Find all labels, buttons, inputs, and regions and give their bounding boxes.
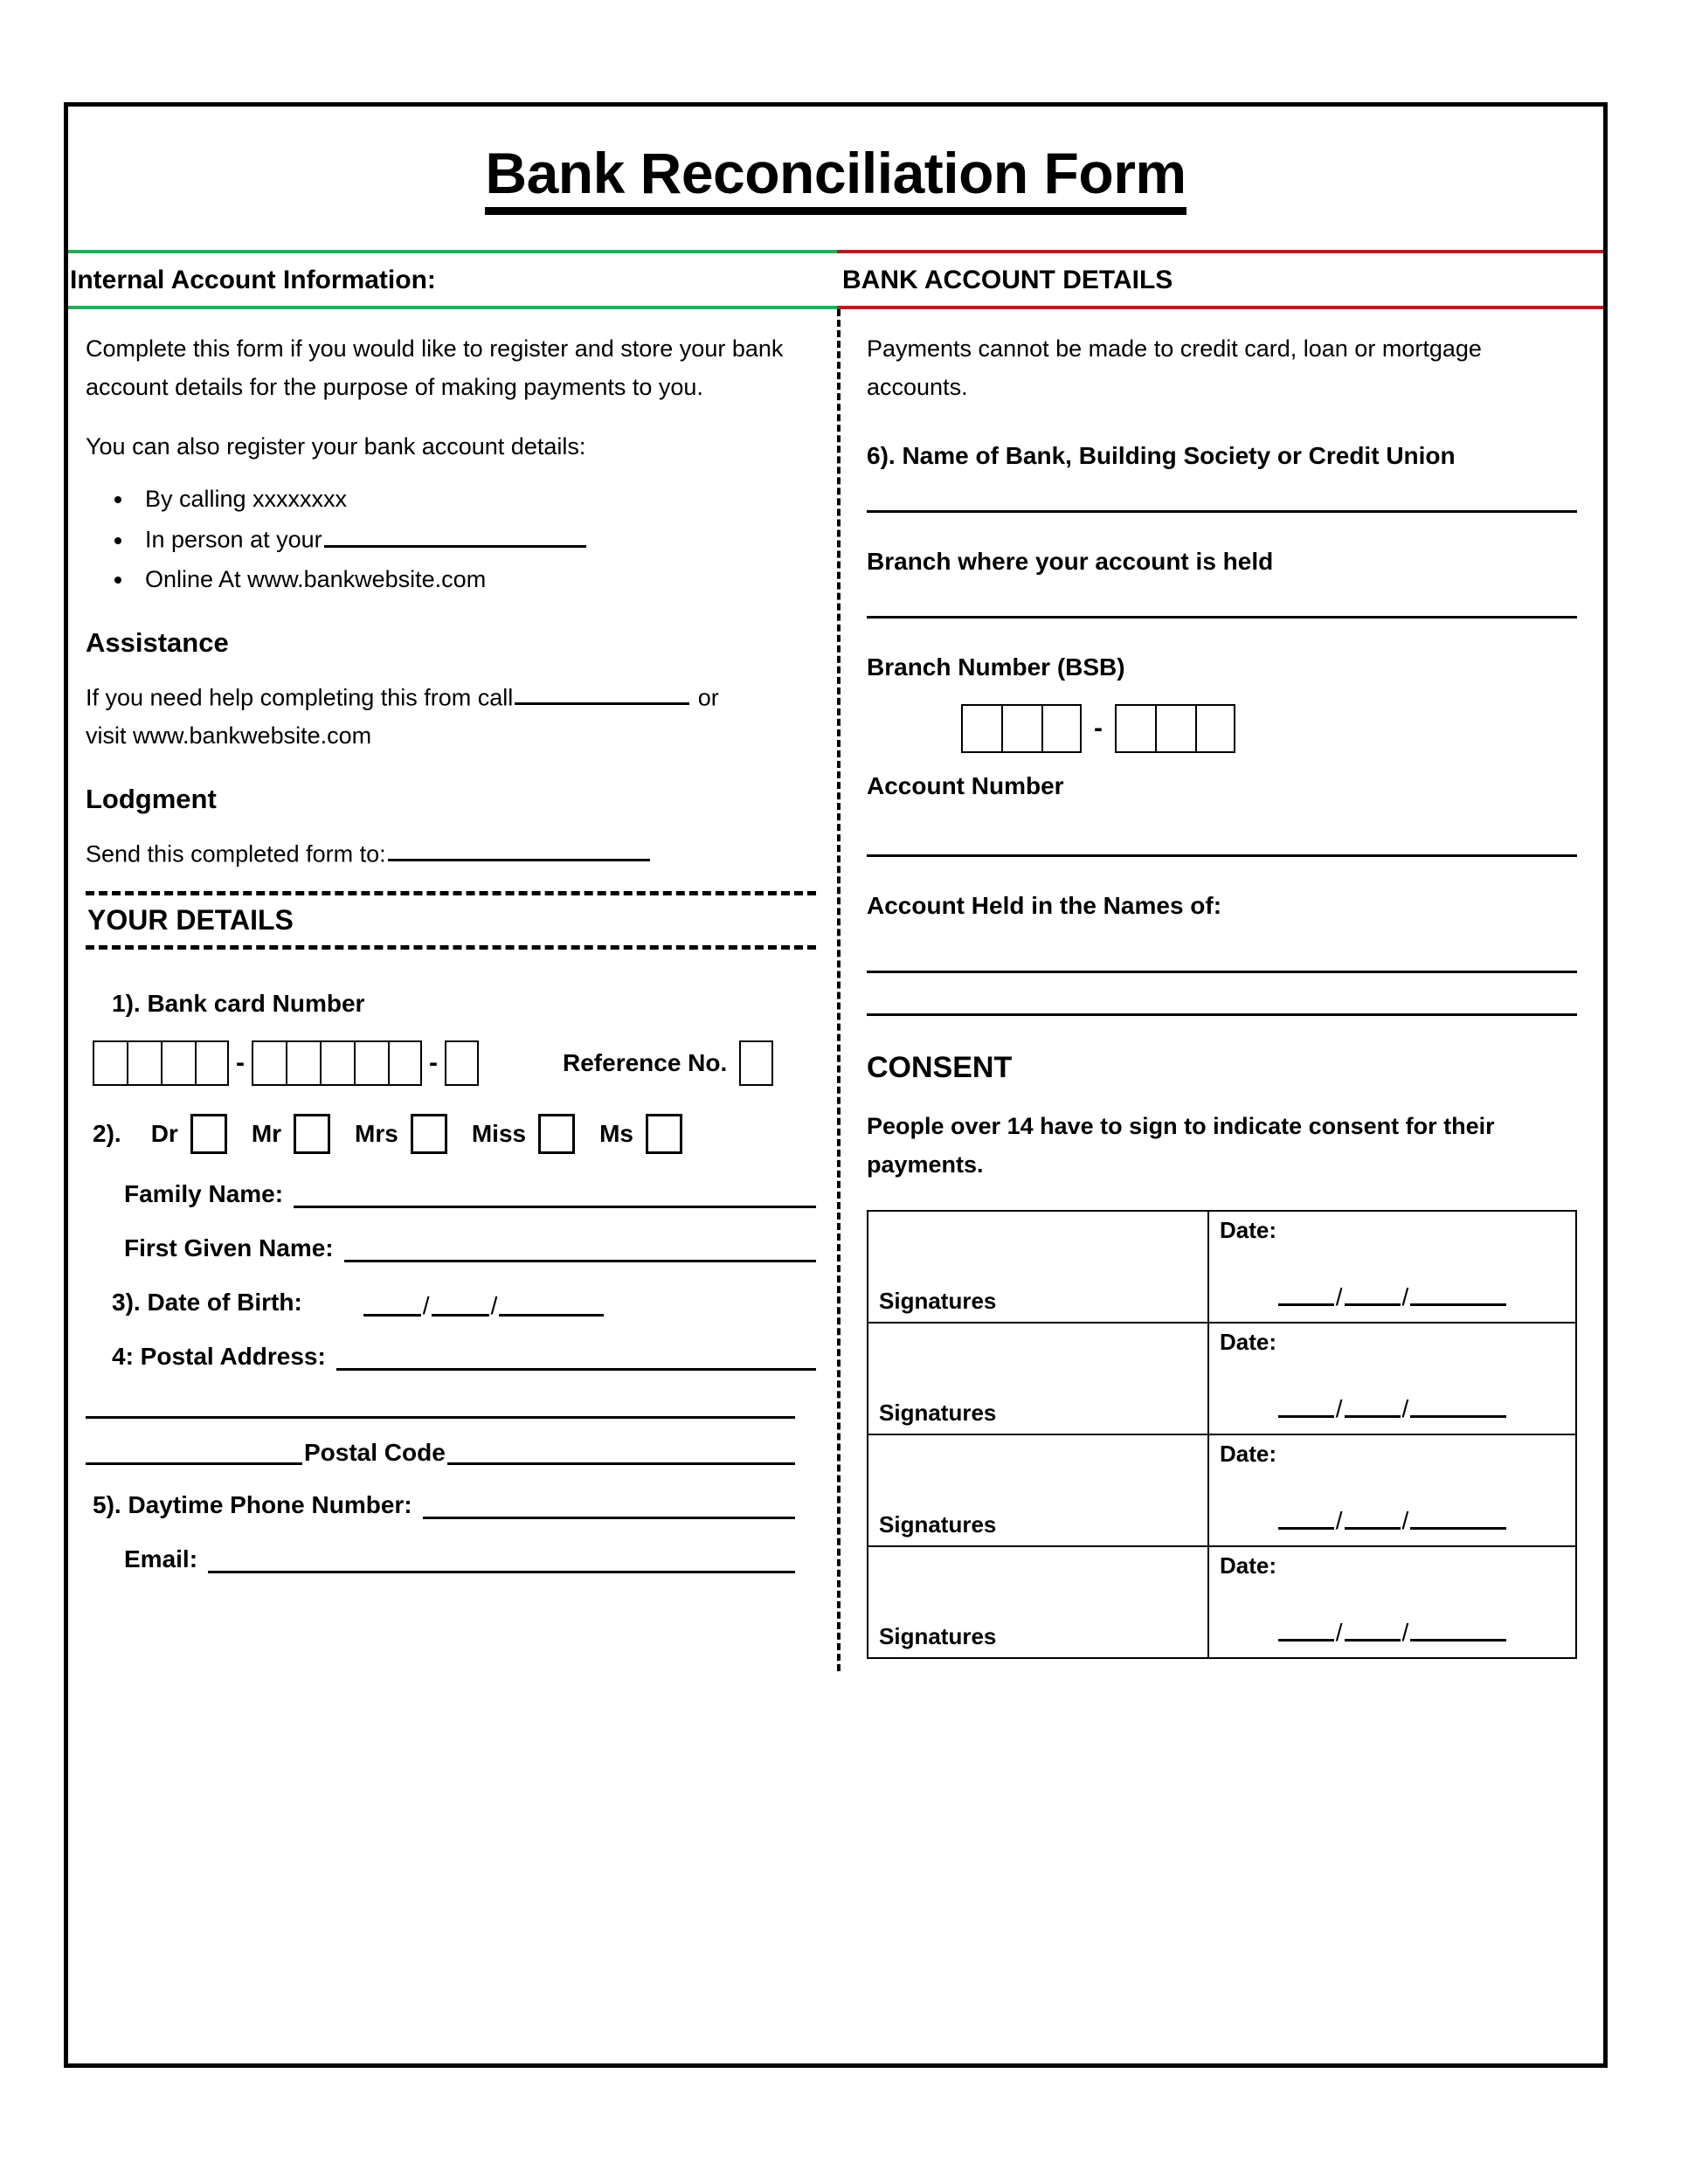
in-person-fill-line[interactable] [324, 520, 586, 547]
bsb-digit-box[interactable] [1155, 704, 1195, 753]
dob-slash: / [422, 1291, 430, 1319]
page-title: Bank Reconciliation Form [485, 143, 1186, 215]
first-given-name-input[interactable] [344, 1237, 816, 1262]
table-row [868, 1324, 1575, 1435]
date-of-birth-label: 3). Date of Birth: [112, 1288, 302, 1316]
card-digit-box[interactable] [252, 1040, 286, 1086]
card-group-1[interactable] [93, 1040, 229, 1086]
intro-paragraph: Complete this form if you would like to register and store your bank account details for the purpose of making payments to you. [86, 335, 784, 401]
signature-table [867, 1210, 1577, 1659]
title-option-miss-label: Miss [471, 1119, 527, 1147]
card-separator: - [429, 1047, 438, 1077]
postal-address-input-line-1[interactable] [336, 1345, 816, 1371]
branch-input[interactable] [867, 577, 1577, 619]
bank-card-number-row [86, 1040, 816, 1086]
date-day-segment[interactable] [1278, 1398, 1334, 1418]
bsb-group-1[interactable] [961, 704, 1082, 753]
date-month-segment[interactable] [1345, 1286, 1401, 1306]
daytime-phone-input[interactable] [423, 1494, 795, 1519]
date-label: Date: [1220, 1441, 1277, 1468]
first-given-name-label: First Given Name: [124, 1234, 334, 1261]
dob-month-segment[interactable] [432, 1295, 489, 1317]
assistance-pre-text: If you need help completing this from call [86, 684, 514, 711]
postal-code-row [86, 1440, 795, 1465]
bank-card-number-label: 1). Bank card Number [112, 989, 365, 1017]
date-label: Date: [1220, 1217, 1277, 1244]
signature-input-cell[interactable] [868, 1212, 1209, 1322]
left-header-block [68, 250, 837, 309]
bsb-label: Branch Number (BSB) [867, 653, 1125, 681]
signature-input-cell[interactable] [868, 1547, 1209, 1657]
signature-label: Signatures [879, 1400, 997, 1427]
list-item [135, 480, 816, 519]
bsb-digit-box[interactable] [1001, 704, 1041, 753]
title-block [68, 107, 1603, 215]
left-column [68, 309, 837, 1573]
reference-no-box[interactable] [739, 1040, 773, 1086]
postal-address-row [86, 1343, 816, 1371]
account-names-label: Account Held in the Names of: [867, 891, 1222, 919]
email-label: Email: [124, 1545, 198, 1572]
daytime-phone-label: 5). Daytime Phone Number: [93, 1490, 412, 1518]
bank-name-label: 6). Name of Bank, Building Society or Credit Union [867, 441, 1456, 469]
list-item [135, 520, 816, 559]
email-row [86, 1545, 816, 1573]
register-lead: You can also register your bank account details: [86, 432, 586, 460]
assistance-phone-fill-line[interactable] [515, 678, 689, 705]
first-given-name-row [86, 1234, 816, 1262]
card-digit-box[interactable] [320, 1040, 354, 1086]
date-year-segment[interactable] [1410, 1621, 1506, 1641]
bullet-text-online: Online At www.bankwebsite.com [145, 566, 487, 593]
bsb-digit-box[interactable] [961, 704, 1001, 753]
assistance-post-text: visit www.bankwebsite.com [86, 722, 372, 750]
postal-code-input[interactable] [447, 1440, 795, 1465]
payment-restriction-text: Payments cannot be made to credit card, loan or mortgage accounts. [867, 335, 1482, 401]
branch-label: Branch where your account is held [867, 547, 1274, 575]
assistance-paragraph [86, 678, 816, 756]
date-slash: / [1335, 1395, 1343, 1423]
postal-address-input-line-3[interactable] [86, 1440, 302, 1465]
title-option-mr-label: Mr [251, 1119, 282, 1147]
family-name-row [86, 1180, 816, 1208]
dob-slash: / [490, 1291, 498, 1319]
date-slash: / [1401, 1619, 1409, 1647]
lodgment-heading: Lodgment [86, 783, 217, 814]
register-options-list [86, 480, 816, 600]
family-name-input[interactable] [294, 1183, 816, 1208]
title-checkbox-mr[interactable] [294, 1114, 330, 1154]
title-option-dr-label: Dr [150, 1119, 178, 1147]
daytime-phone-row [86, 1491, 816, 1519]
date-slash: / [1335, 1283, 1343, 1311]
your-details-heading: YOUR DETAILS [87, 903, 294, 936]
consent-text: People over 14 have to sign to indicate consent for their payments. [867, 1112, 1495, 1178]
date-input[interactable] [1220, 1283, 1565, 1313]
signature-label: Signatures [879, 1511, 997, 1538]
title-row-number: 2). [93, 1119, 121, 1147]
date-label: Date: [1220, 1552, 1277, 1579]
date-input[interactable] [1220, 1621, 1565, 1648]
signature-label: Signatures [879, 1623, 997, 1650]
account-names-input-line-1[interactable] [867, 922, 1577, 973]
title-checkbox-ms[interactable] [646, 1114, 682, 1154]
family-name-label: Family Name: [124, 1179, 284, 1207]
date-year-segment[interactable] [1410, 1286, 1506, 1306]
column-divider [837, 309, 841, 1671]
account-number-input[interactable] [867, 802, 1577, 857]
date-input-cell[interactable] [1209, 1547, 1575, 1657]
account-number-label: Account Number [867, 771, 1064, 799]
date-month-segment[interactable] [1345, 1621, 1401, 1641]
main-columns [68, 309, 1603, 1659]
card-digit-box[interactable] [161, 1040, 195, 1086]
dob-year-segment[interactable] [499, 1295, 604, 1317]
table-row [868, 1547, 1575, 1659]
date-input[interactable] [1220, 1395, 1565, 1425]
title-checkbox-mrs[interactable] [411, 1114, 447, 1154]
table-row [868, 1435, 1575, 1547]
lodgment-address-fill-line[interactable] [388, 834, 650, 861]
title-option-mrs-label: Mrs [355, 1119, 398, 1147]
postal-address-label: 4: Postal Address: [112, 1342, 326, 1370]
signature-input-cell[interactable] [868, 1435, 1209, 1545]
date-label: Date: [1220, 1329, 1277, 1356]
date-slash: / [1335, 1507, 1343, 1535]
right-header-block [837, 250, 1603, 309]
date-input-cell[interactable] [1209, 1212, 1575, 1322]
date-slash: / [1401, 1507, 1409, 1535]
left-section-header: Internal Account Information: [70, 266, 436, 295]
card-digit-box[interactable] [127, 1040, 161, 1086]
date-year-segment[interactable] [1410, 1510, 1506, 1530]
bsb-row [867, 704, 1577, 753]
section-header-row [68, 250, 1603, 309]
assistance-heading: Assistance [86, 627, 229, 659]
date-input-cell[interactable] [1209, 1324, 1575, 1434]
title-checkbox-miss[interactable] [538, 1114, 575, 1154]
dob-day-segment[interactable] [363, 1295, 421, 1317]
card-digit-box[interactable] [286, 1040, 320, 1086]
date-of-birth-input[interactable] [363, 1291, 605, 1319]
bsb-digit-box[interactable] [1041, 704, 1082, 753]
consent-heading: CONSENT [867, 1050, 1013, 1084]
date-month-segment[interactable] [1345, 1398, 1401, 1418]
assistance-mid-text: or [697, 684, 719, 711]
bank-name-input[interactable] [867, 472, 1577, 513]
reference-no-label: Reference No. [563, 1048, 728, 1076]
date-day-segment[interactable] [1278, 1286, 1334, 1306]
signature-input-cell[interactable] [868, 1324, 1209, 1434]
bsb-separator: - [1094, 713, 1103, 743]
bsb-digit-box[interactable] [1195, 704, 1235, 753]
bsb-digit-box[interactable] [1115, 704, 1155, 753]
date-day-segment[interactable] [1278, 1510, 1334, 1530]
bullet-text-calling: By calling xxxxxxxx [145, 485, 348, 512]
date-day-segment[interactable] [1278, 1621, 1334, 1641]
card-separator: - [236, 1047, 245, 1077]
card-group-2[interactable] [252, 1040, 422, 1086]
lodgment-paragraph [86, 834, 816, 874]
table-row [868, 1212, 1575, 1324]
postal-address-input-line-2[interactable] [86, 1390, 795, 1419]
date-input-cell[interactable] [1209, 1435, 1575, 1545]
bullet-text-in-person: In person at your [145, 526, 322, 553]
bsb-group-2[interactable] [1115, 704, 1235, 753]
card-digit-box[interactable] [195, 1040, 229, 1086]
date-year-segment[interactable] [1410, 1398, 1506, 1418]
card-digit-box[interactable] [354, 1040, 388, 1086]
title-checkbox-dr[interactable] [190, 1114, 227, 1154]
title-option-ms-label: Ms [599, 1119, 633, 1147]
email-input[interactable] [208, 1548, 795, 1573]
lodgment-pre-text: Send this completed form to: [86, 840, 386, 867]
postal-code-label: Postal Code [304, 1438, 446, 1466]
date-of-birth-row [86, 1289, 816, 1317]
right-column [837, 309, 1603, 1659]
card-digit-box[interactable] [93, 1040, 127, 1086]
title-selection-row [86, 1114, 816, 1154]
right-section-header: BANK ACCOUNT DETAILS [842, 266, 1173, 295]
date-month-segment[interactable] [1345, 1510, 1401, 1530]
date-slash: / [1401, 1283, 1409, 1311]
date-input[interactable] [1220, 1507, 1565, 1537]
signature-label: Signatures [879, 1288, 997, 1315]
form-page [64, 102, 1608, 2068]
account-names-input-line-2[interactable] [867, 975, 1577, 1016]
card-digit-box[interactable] [388, 1040, 422, 1086]
date-slash: / [1335, 1619, 1343, 1647]
date-slash: / [1401, 1395, 1409, 1423]
list-item [135, 561, 816, 599]
card-check-digit-box[interactable] [445, 1040, 479, 1086]
